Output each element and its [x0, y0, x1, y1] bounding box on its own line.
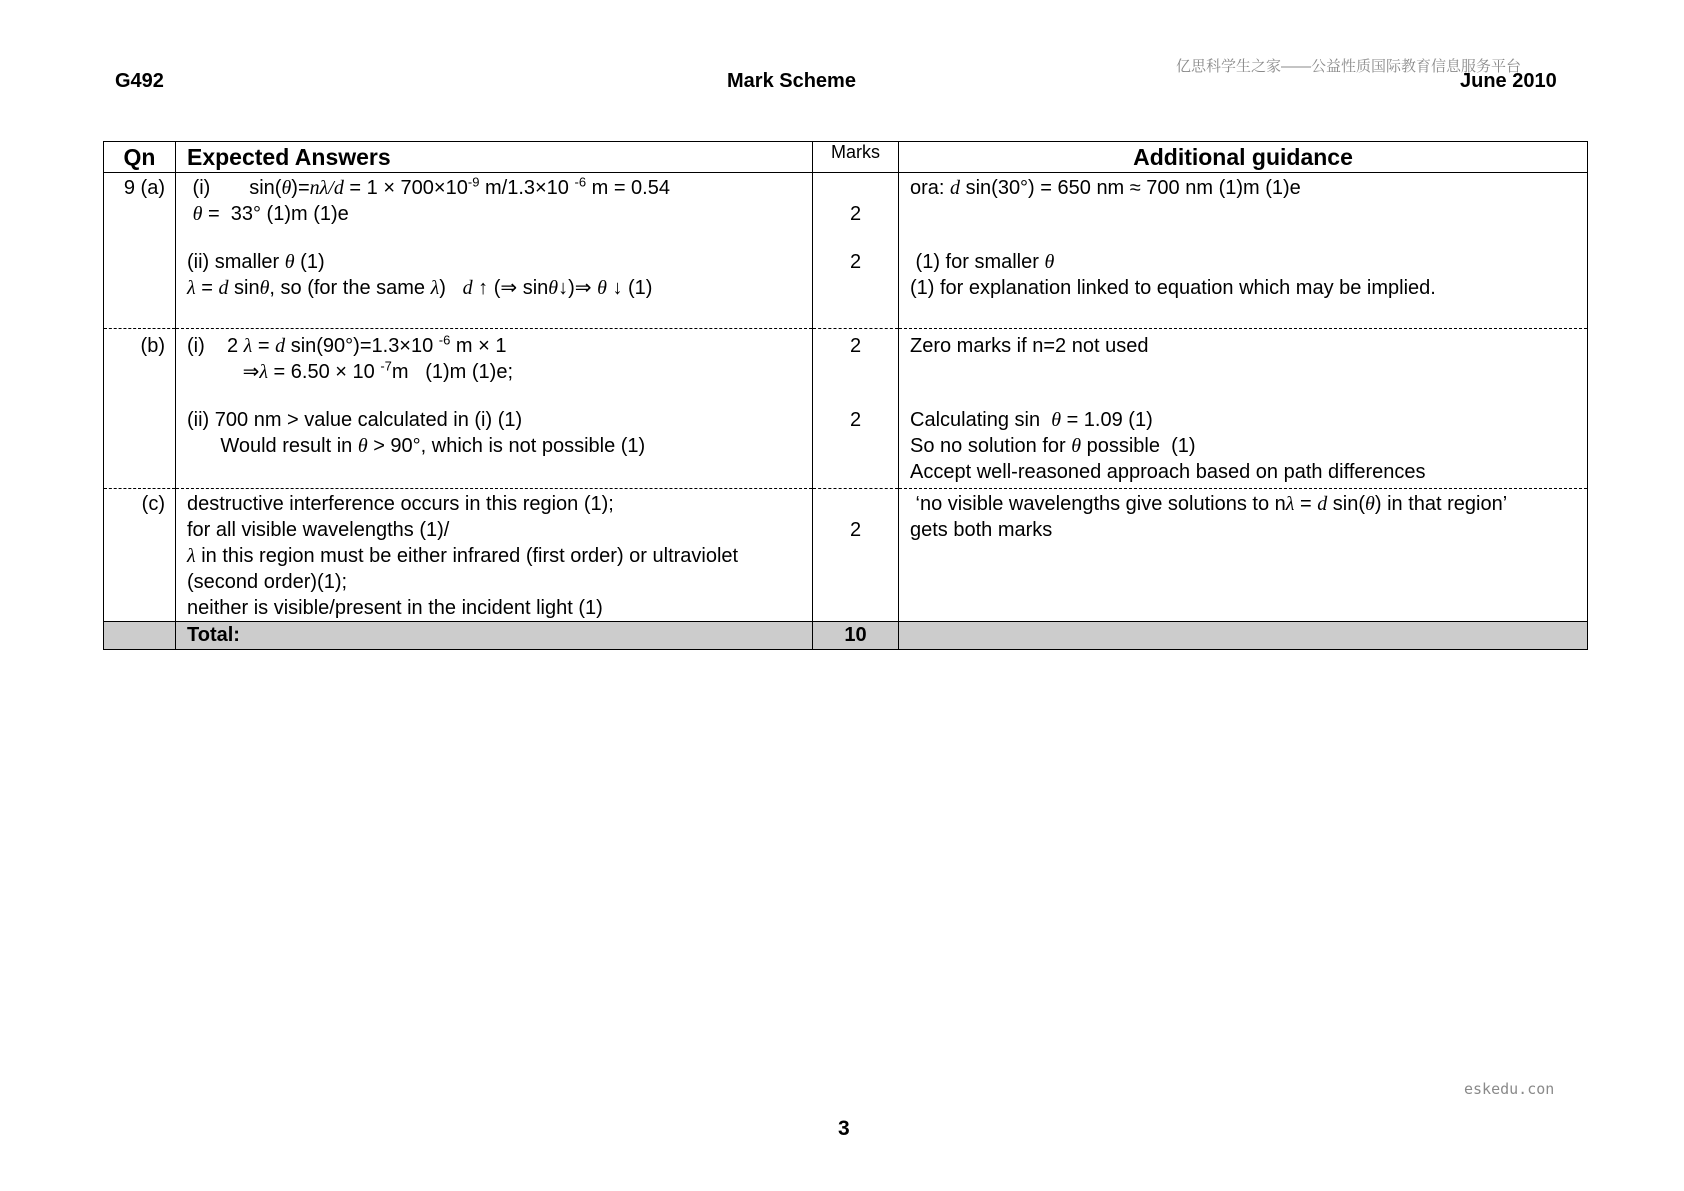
- table-row: [104, 173, 1588, 329]
- table-row: [104, 489, 1588, 622]
- answer-line: neither is visible/present in the incident light (1): [187, 597, 603, 619]
- guidance-line: gets both marks: [910, 519, 1053, 541]
- answer-line: (ii) smaller θ (1): [187, 251, 325, 273]
- total-marks: 10: [813, 622, 899, 650]
- table-row: [104, 329, 1588, 489]
- guidance-line: So no solution for θ possible (1): [910, 435, 1196, 457]
- answer-line: λ in this region must be either infrared (first order) or ultraviolet: [187, 545, 739, 567]
- guidance-line: (1) for smaller θ: [910, 251, 1055, 273]
- answer-line: ⇒λ = 6.50 × 10 $^{-7}$m (1)m (1)e;: [187, 358, 514, 383]
- header-expected-answers: Expected Answers: [176, 142, 813, 173]
- header-marks: Marks: [813, 142, 899, 173]
- qn-cell: 9 (a): [104, 173, 176, 329]
- qn-cell: (b): [104, 329, 176, 489]
- page-number: 3: [838, 1117, 850, 1140]
- page-title: Mark Scheme: [727, 70, 856, 92]
- answer-line: λ = d sinθ, so (for the same λ) d ↑ (⇒ sinθ↓)⇒ θ ↓ (1): [187, 277, 653, 299]
- watermark-text: 亿思科学生之家——公益性质国际教育信息服务平台: [1176, 58, 1522, 75]
- guidance-line: (1) for explanation linked to equation which may be implied.: [910, 277, 1436, 299]
- answer-line: (i) $\sin(\theta)=n\lambda/d = 1 \times 700\times 10^{-9}$ m/1.3×10 $^{-6}$ m = 0.54: [187, 174, 670, 199]
- exam-code: G492: [115, 70, 164, 92]
- answer-cell: [176, 489, 813, 622]
- total-guidance-cell: [899, 622, 1588, 650]
- guidance-cell: [899, 489, 1588, 622]
- qn-cell: (c): [104, 489, 176, 622]
- guidance-line: ‘no visible wavelengths give solutions to nλ = d sin(θ) in that region’: [910, 493, 1508, 515]
- answer-line: θ = 33° (1)m (1)e: [192, 203, 349, 225]
- answer-line: (ii) 700 nm > value calculated in (i) (1): [187, 409, 523, 431]
- answer-cell: [176, 329, 813, 489]
- answer-line: destructive interference occurs in this region (1);: [187, 493, 614, 515]
- marks-cell: 2 2: [813, 329, 899, 489]
- guidance-line: Calculating sin θ = 1.09 (1): [910, 409, 1153, 431]
- table-header-row: [104, 142, 1588, 173]
- guidance-line: ora: d sin(30°) = 650 nm ≈ 700 nm (1)m (1)e: [910, 177, 1301, 199]
- total-label: Total:: [176, 622, 813, 650]
- marks-cell: 2: [813, 489, 899, 622]
- answer-line: (second order)(1);: [187, 571, 348, 593]
- guidance-line: Accept well-reasoned approach based on path differences: [910, 461, 1426, 483]
- answer-line: Would result in θ > 90°, which is not possible (1): [187, 435, 646, 457]
- guidance-line: Zero marks if n=2 not used: [910, 335, 1149, 357]
- answer-line: for all visible wavelengths (1)/: [187, 519, 450, 541]
- header-qn: Qn: [104, 142, 176, 173]
- header-additional-guidance: Additional guidance: [899, 142, 1588, 173]
- guidance-cell: [899, 173, 1588, 329]
- marks-cell: 2 2: [813, 173, 899, 329]
- total-qn-cell: [104, 622, 176, 650]
- site-watermark: eskedu.con: [1464, 1080, 1555, 1098]
- answer-line: (i) 2 λ = d sin(90°)=1.3×10 $^{-6}$ m × 1: [187, 332, 507, 357]
- total-row: [104, 622, 1588, 650]
- answer-cell: [176, 173, 813, 329]
- exam-date: June 2010: [1460, 70, 1557, 92]
- mark-scheme-table: [103, 141, 1588, 650]
- guidance-cell: [899, 329, 1588, 489]
